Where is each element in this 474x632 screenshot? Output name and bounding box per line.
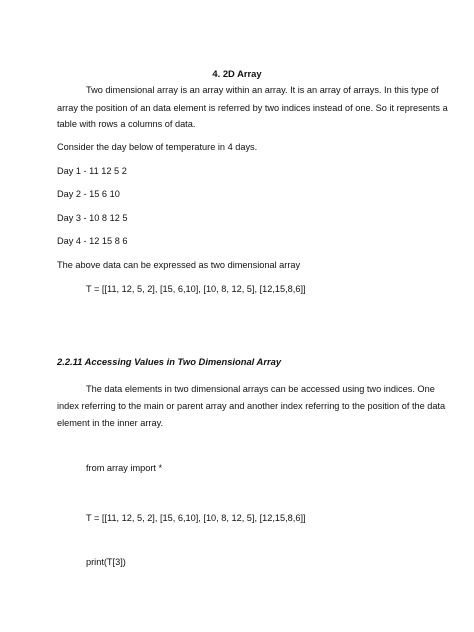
access-line-3: element in the inner array. [57, 418, 164, 428]
day-line-2: Day 2 - 15 6 10 [57, 189, 120, 199]
day-line-1: Day 1 - 11 12 5 2 [57, 166, 127, 176]
code-print-line: print(T[3]) [86, 557, 126, 567]
subsection-title: 2.2.11 Accessing Values in Two Dimensional Array [57, 356, 282, 367]
day-line-3: Day 3 - 10 8 12 5 [57, 213, 128, 223]
section-title: 4. 2D Array [212, 68, 262, 79]
consider-text: Consider the day below of temperature in 4 days. [57, 142, 258, 152]
code-import-line: from array import * [86, 463, 163, 473]
intro-line-1: Two dimensional array is an array within an array. It is an array of arrays. In this type of [86, 85, 439, 95]
code-array-line: T = [[11, 12, 5, 2], [15, 6,10], [10, 8, 12, 5], [12,15,8,6]] [86, 513, 306, 523]
day-line-4: Day 4 - 12 15 8 6 [57, 236, 128, 246]
intro-line-2: array the position of an data element is referred by two indices instead of one. So it represents a [57, 103, 448, 113]
intro-line-3: table with rows a columns of data. [57, 119, 196, 129]
array-expression: T = [[11, 12, 5, 2], [15, 6,10], [10, 8, 12, 5], [12,15,8,6]] [86, 284, 306, 294]
access-line-1: The data elements in two dimensional arrays can be accessed using two indices. One [86, 384, 435, 394]
access-line-2: index referring to the main or parent array and another index referring to the position of the data [57, 401, 446, 411]
expressed-text: The above data can be expressed as two dimensional array [57, 260, 301, 270]
